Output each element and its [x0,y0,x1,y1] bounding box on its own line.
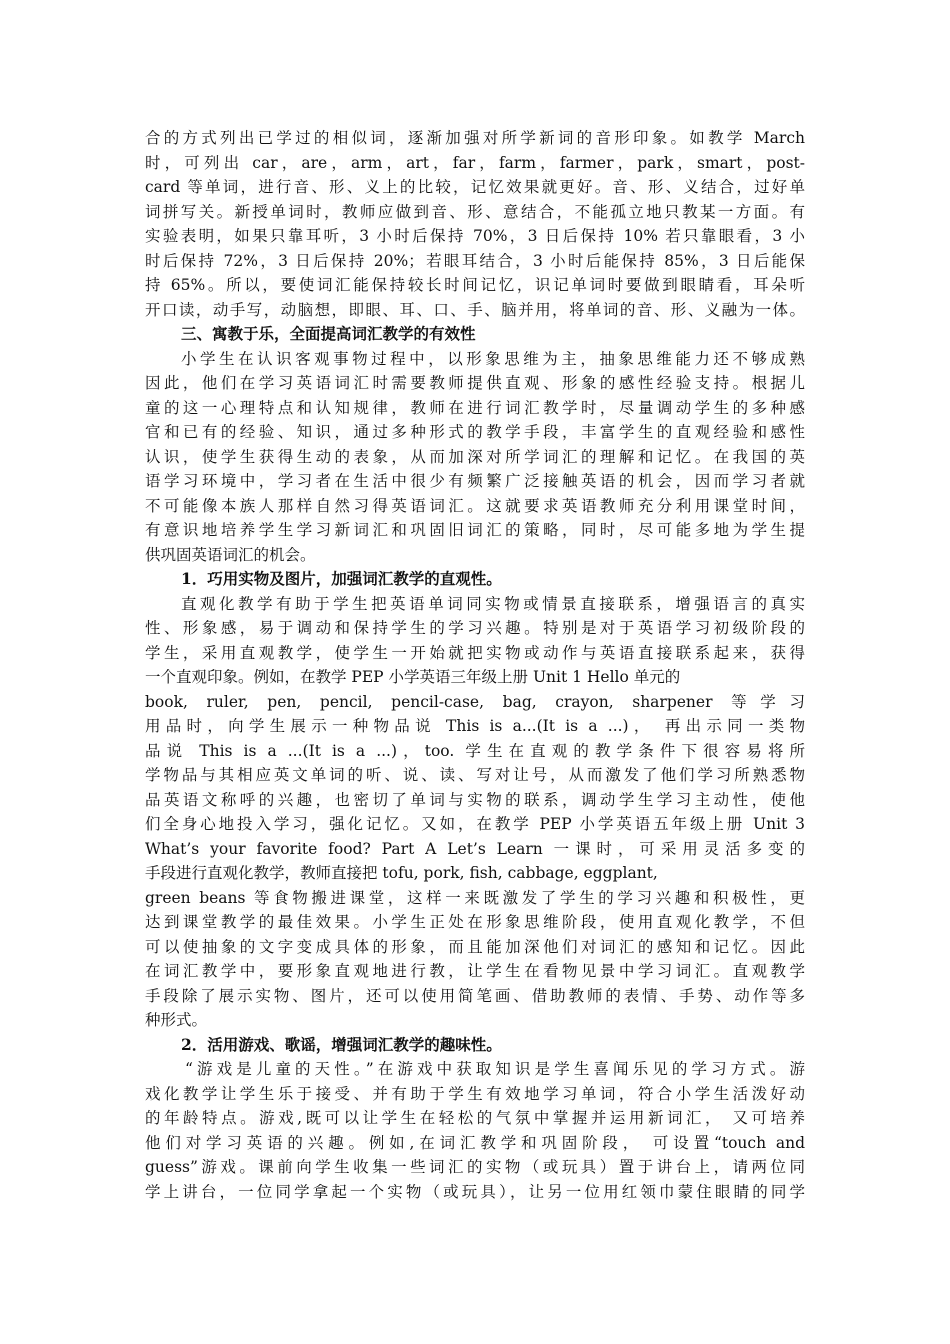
text-line: 性、形象感，易于调动和保持学生的学习兴趣。特别是对于英语学习初级阶段的 [145,619,805,637]
text-line: 种形式。 [145,1011,208,1029]
text-line: 品英语文称呼的兴趣，也密切了单词与实物的联系，调动学生学习主动性，使他 [145,790,805,809]
text-line: 学生，采用直观教学，使学生一开始就把实物或动作与英语直接联系起来，获得 [145,643,805,662]
paragraph-first-line: “游戏是儿童的天性。”在游戏中获取知识是学生喜闻乐见的学习方式。游 [185,1060,805,1078]
text-line: 的年龄特点。游戏,既可以让学生在轻松的气氛中掌握并运用新词汇， 又可培养 [145,1109,805,1127]
document-body [145,126,805,1204]
text-line: 不可能像本族人那样自然习得英语词汇。这就要求英语教师充分利用课堂时间， [145,496,805,515]
text-line: 因此，他们在学习英语词汇时需要教师提供直观、形象的感性经验支持。根据儿 [145,374,805,392]
text-line: book, ruler, pen, pencil, pencil-case, bag, crayon, sharpener 等学习 [145,692,805,711]
text-line: 一个直观印象。例如，在教学 PEP 小学英语三年级上册 Unit 1 Hello 单元的 [145,668,681,686]
text-line: 时后保持 72%，3 日后保持 20%；若眼耳结合，3 小时后能保持 85%，3 日后能保 [145,251,805,270]
text-line: 们全身心地投入学习，强化记忆。又如，在教学 PEP 小学英语五年级上册 Unit 3 [145,815,805,833]
text-line: 词拼写关。新授单词时，教师应做到音、形、意结合，不能孤立地只教某一方面。有 [145,202,805,221]
text-line: 供巩固英语词汇的机会。 [145,545,316,564]
text-line: 实验表明，如果只靠耳听，3 小时后保持 70%，3 日后保持 10% 若只靠眼看，3 小 [145,227,805,245]
text-line: 持 65%。所以，要使词汇能保持较长时间记忆，识记单词时要做到眼睛看，耳朵听 [145,276,805,294]
text-line: card 等单词，进行音、形、义上的比较，记忆效果就更好。音、形、义结合，过好单 [145,178,805,196]
text-line: 时，可列出 car，are，arm，art，far，farm，farmer，park，smart，post- [145,153,805,172]
text-line: 认识，使学生获得生动的表象，从而加深对所学词汇的理解和记忆。在我国的英 [145,447,805,466]
text-line: 在词汇教学中，要形象直观地进行教，让学生在看物见景中学习词汇。直观教学 [145,962,805,980]
section-heading: 1．巧用实物及图片，加强词汇教学的直观性。 [181,569,502,588]
text-line: 有意识地培养学生学习新词汇和巩固旧词汇的策略，同时，尽可能多地为学生提 [145,521,805,539]
text-line: 合的方式列出已学过的相似词，逐渐加强对所学新词的音形印象。如教学 March [145,129,805,147]
text-line: 用品时，向学生展示一种物品说 This is a...(It is a ...)， 再出示同一类物 [145,717,805,735]
text-line: 品说 This is a ...(It is a ...)，too. 学生在直观的教学条件下很容易将所 [145,741,805,760]
text-line: 戏化教学让学生乐于接受、并有助于学生有效地学习单词，符合小学生活泼好动 [145,1084,805,1103]
text-line: 开口读，动手写，动脑想，即眼、耳、口、手、脑并用，将单词的音、形、义融为一体。 [145,300,805,319]
text-line: 童的这一心理特点和认知规律，教师在进行词汇教学时，尽量调动学生的多种感 [145,398,805,417]
paragraph-first-line: 直观化教学有助于学生把英语单词同实物或情景直接联系，增强语言的真实 [181,594,805,613]
text-line: 达到课堂教学的最佳效果。小学生正处在形象思维阶段，使用直观化教学，不但 [145,913,805,931]
text-line: 语学习环境中，学习者在生活中很少有频繁广泛接触英语的机会，因而学习者就 [145,472,805,490]
text-line: 官和已有的经验、知识，通过多种形式的教学手段，丰富学生的直观经验和感性 [145,423,805,441]
section-heading: 三、寓教于乐，全面提高词汇教学的有效性 [181,324,476,343]
paragraph-first-line: 小学生在认识客观事物过程中，以形象思维为主，抽象思维能力还不够成熟 [181,349,805,368]
text-line: 可以使抽象的文字变成具体的形象，而且能加深他们对词汇的感知和记忆。因此 [145,937,805,956]
text-line: 手段除了展示实物、图片，还可以使用简笔画、借助教师的表情、手势、动作等多 [145,986,805,1005]
text-line: 手段进行直观化教学，教师直接把 tofu, pork, fish, cabbage, eggplant, [145,864,658,882]
text-line: What’s your favorite food? Part A Let’s Learn 一课时，可采用灵活多变的 [145,839,805,858]
text-line: guess”游戏。课前向学生收集一些词汇的实物（或玩具）置于讲台上，请两位同 [145,1158,805,1176]
text-line: 学物品与其相应英文单词的听、说、读、写对让号，从而激发了他们学习所熟悉物 [145,766,805,784]
text-line: 他们对学习英语的兴趣。例如,在词汇教学和巩固阶段， 可设置“touch and [145,1133,805,1152]
text-line: 学上讲台，一位同学拿起一个实物（或玩具），让另一位用红领巾蒙住眼睛的同学 [145,1182,805,1201]
section-heading: 2．活用游戏、歌谣，增强词汇教学的趣味性。 [181,1034,502,1054]
text-line: green beans 等食物搬进课堂，这样一来既激发了学生的学习兴趣和积极性，更 [145,888,805,907]
